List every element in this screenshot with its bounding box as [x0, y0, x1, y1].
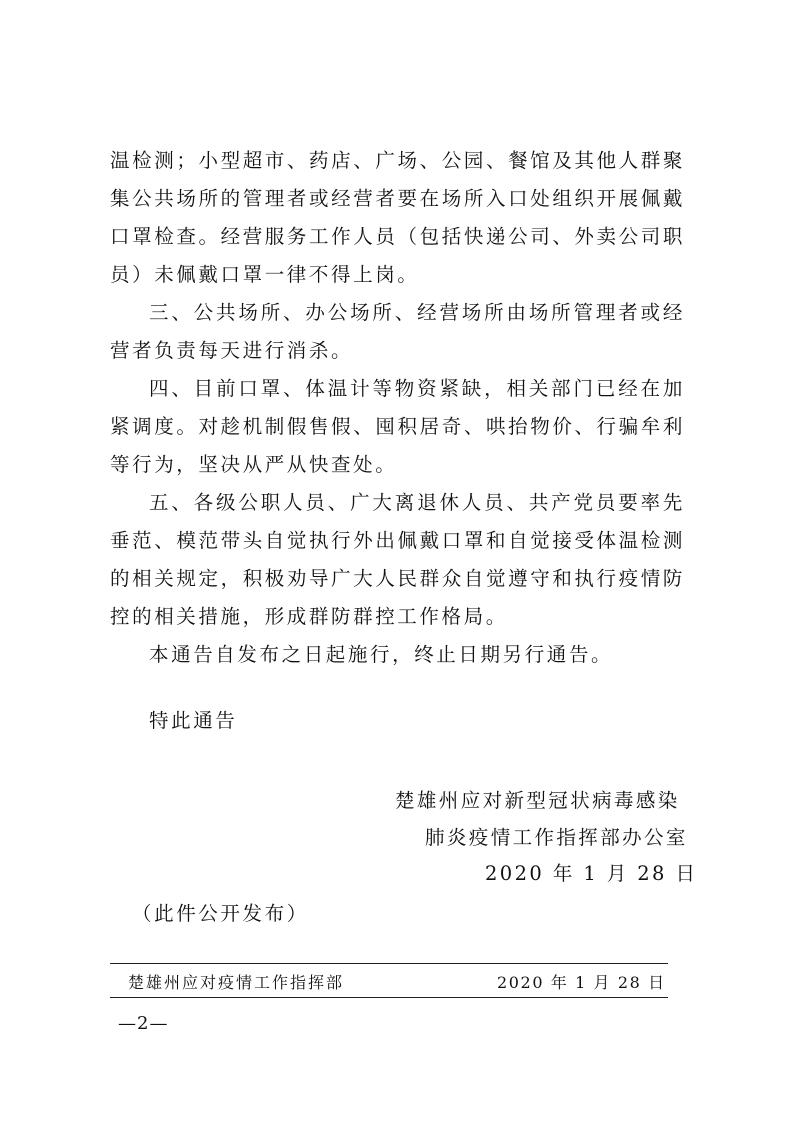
body-paragraph-item-4: 四、目前口罩、体温计等物资紧缺，相关部门已经在加紧调度。对趁机制假售假、囤积居奇、哄抬物价、行骗牟利等行为，坚决从严从快查处。 [110, 377, 685, 476]
document-body [110, 142, 685, 674]
signature-date: 2020 年 1 月 28 日 [485, 862, 698, 885]
body-paragraph-item-5: 五、各级公职人员、广大离退休人员、共产党员要率先垂范、模范带头自觉执行外出佩戴口罩和自觉接受体温检测的相关规定，积极劝导广大人民群众自觉遵守和执行疫情防控的相关措施，形成群防群控工作格局。 [110, 491, 685, 628]
footer-top-rule [110, 963, 668, 964]
body-paragraph-effective-date: 本通告自发布之日起施行，终止日期另行通告。 [149, 643, 614, 666]
signature-organization-line-1: 楚雄州应对新型冠状病毒感染 [395, 789, 680, 812]
footer-date: 2020 年 1 月 28 日 [497, 973, 666, 992]
footer-bottom-rule [110, 997, 668, 998]
public-release-note: （此件公开发布） [132, 902, 309, 925]
body-paragraph-continued: 温检测；小型超市、药店、广场、公园、餐馆及其他人群聚集公共场所的管理者或经营者要在场所入口处组织开展佩戴口罩检查。经营服务工作人员（包括快递公司、外卖公司职员）未佩戴口罩一律不得上岗。 [110, 149, 685, 286]
closing-phrase: 特此通告 [149, 709, 238, 732]
page-number: —2— [118, 1013, 169, 1034]
body-paragraph-item-3: 三、公共场所、办公场所、经营场所由场所管理者或经营者负责每天进行消杀。 [110, 301, 685, 362]
signature-organization-line-2: 肺炎疫情工作指挥部办公室 [425, 826, 688, 849]
footer-issuer: 楚雄州应对疫情工作指挥部 [128, 973, 345, 992]
